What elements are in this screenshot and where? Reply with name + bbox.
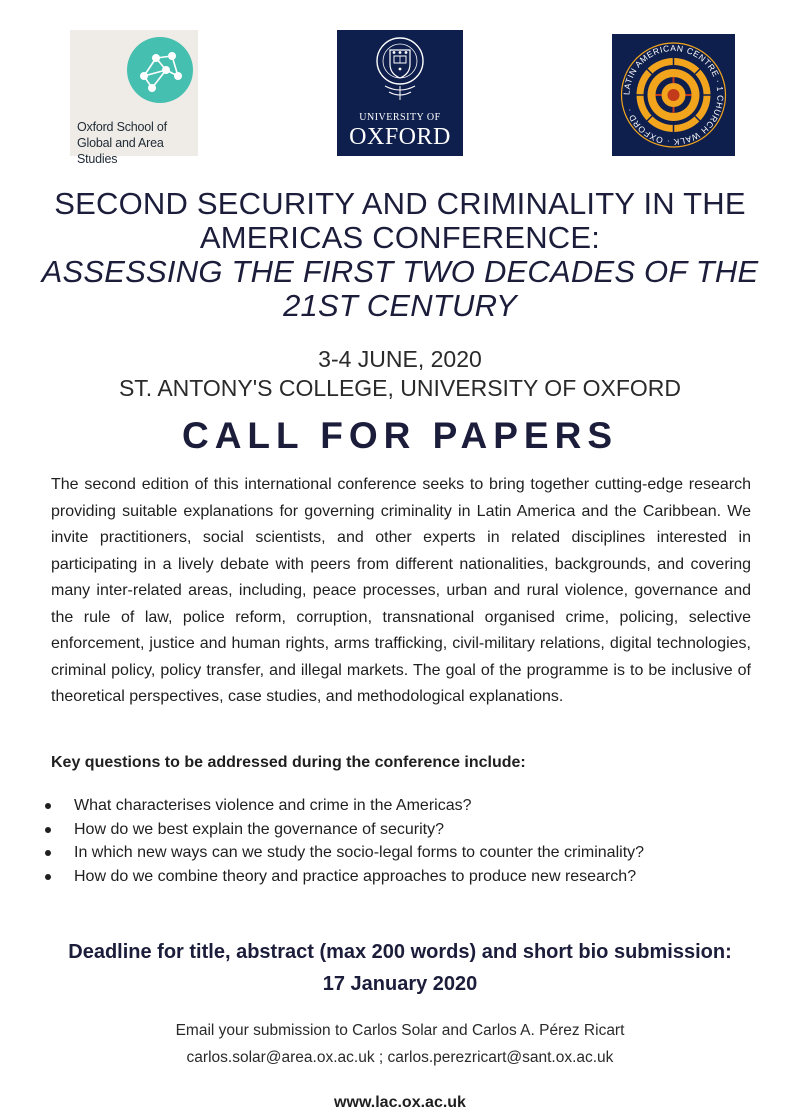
osga-name bbox=[77, 119, 198, 167]
osga-line1: Oxford School of bbox=[77, 120, 167, 134]
lac-logo bbox=[612, 34, 735, 156]
oxford-logo bbox=[337, 30, 463, 156]
key-questions-heading: Key questions to be addressed during the conference include: bbox=[51, 754, 526, 771]
network-nodes-icon bbox=[126, 36, 194, 104]
deadline-block bbox=[30, 936, 770, 1000]
event-venue: ST. ANTONY'S COLLEGE, UNIVERSITY OF OXFORD bbox=[118, 375, 682, 401]
subtitle-line-2: 21ST CENTURY bbox=[283, 288, 517, 323]
oxford-crest-icon bbox=[375, 36, 425, 108]
intro-paragraph: The second edition of this international conference seeks to bring together cutting-edge research providing suitable explanations for governing criminality in Latin America and the Caribbean. We invite practitioners, social scientists, and other experts in related disciplines interested in participating in a lively debate with peers from different nationalities, backgrounds, and covering many inter-related areas, including, peace processes, urban and rural violence, governance and the rule of law, police reform, corruption, transnational organised crime, policing, selective enforcement, justice and human rights, arms trafficking, civil-military relations, digital technologies, criminal policy, policy transfer, and illegal markets. The goal of the programme is to be inclusive of theoretical perspectives, case studies, and methodological explanations. bbox=[51, 476, 751, 705]
event-dates: 3-4 JUNE, 2020 bbox=[318, 346, 482, 372]
logo-row bbox=[0, 28, 800, 166]
website-link[interactable]: www.lac.ox.ac.uk bbox=[334, 1094, 466, 1111]
list-item: In which new ways can we study the socio-legal forms to counter the criminality? bbox=[43, 841, 644, 865]
oxford-univ-text: UNIVERSITY OF bbox=[359, 112, 441, 123]
sun-emblem-icon bbox=[612, 34, 735, 156]
contact-block bbox=[30, 1017, 770, 1071]
conference-title bbox=[30, 187, 770, 323]
osga-logo bbox=[70, 30, 198, 166]
key-questions-list bbox=[43, 794, 644, 888]
lac-ring-text: LATIN AMERICAN CENTRE · 1 CHURCH WALK · OXFORD · bbox=[621, 42, 726, 148]
title-line-2: AMERICAS CONFERENCE: bbox=[199, 220, 601, 255]
call-for-papers-heading: CALL FOR PAPERS bbox=[181, 415, 619, 456]
osga-line2: Global and Area Studies bbox=[77, 136, 164, 166]
list-item: How do we best explain the governance of security? bbox=[43, 818, 644, 842]
deadline-text: Deadline for title, abstract (max 200 words) and short bio submission: bbox=[68, 941, 732, 963]
title-line-1: SECOND SECURITY AND CRIMINALITY IN THE bbox=[54, 186, 746, 221]
contact-emails[interactable]: carlos.solar@area.ox.ac.uk ; carlos.perezricart@sant.ox.ac.uk bbox=[186, 1049, 614, 1066]
subtitle-line-1: ASSESSING THE FIRST TWO DECADES OF THE bbox=[41, 254, 759, 289]
list-item: How do we combine theory and practice approaches to produce new research? bbox=[43, 865, 644, 889]
event-info bbox=[30, 345, 770, 403]
oxford-name-text: OXFORD bbox=[349, 124, 451, 150]
contact-text: Email your submission to Carlos Solar and Carlos A. Pérez Ricart bbox=[175, 1022, 625, 1039]
list-item: What characterises violence and crime in the Americas? bbox=[43, 794, 644, 818]
deadline-date: 17 January 2020 bbox=[322, 973, 478, 995]
